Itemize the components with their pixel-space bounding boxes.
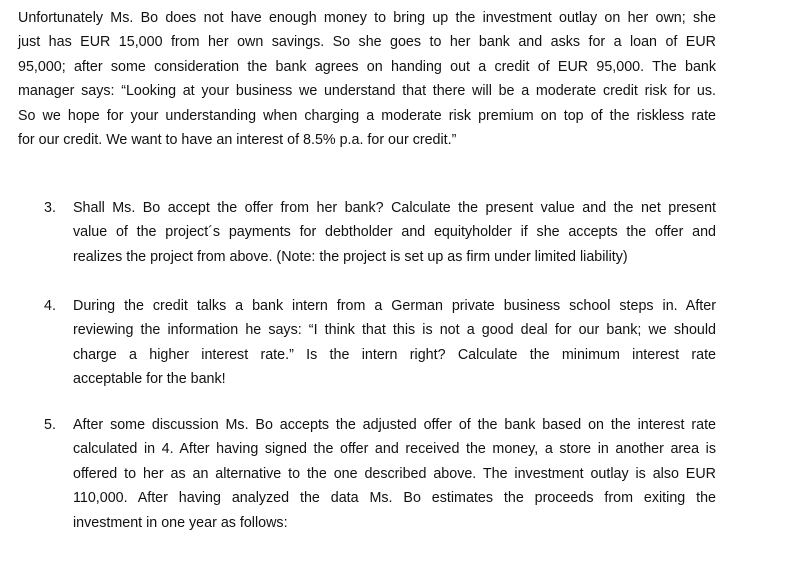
question-3 [44,196,716,269]
question-line: charge a higher interest rate.” Is the intern right? Calculate the minimum interest rate [73,346,716,363]
question-number: 4. [44,298,56,314]
intro-line: Unfortunately Ms. Bo does not have enough money to bring up the investment outlay on her own; she [18,10,716,26]
intro-line: 95,000; after some consideration the bank agrees on handing out a credit of EUR 95,000. The bank [18,58,716,75]
question-line: calculated in 4. After having signed the offer and received the money, a store in another area is [73,441,716,458]
question-line: realizes the project from above. (Note: the project is set up as firm under limited liability) [73,248,628,265]
question-line: After some discussion Ms. Bo accepts the adjusted offer of the bank based on the interest rate [73,417,716,433]
question-line: value of the project´s payments for debtholder and equityholder if she accepts the offer and [73,224,716,241]
question-line: During the credit talks a bank intern from a German private business school steps in. After [73,298,716,314]
intro-line: So we hope for your understanding when charging a moderate risk premium on top of the riskless rate [18,107,716,124]
intro-line: for our credit. We want to have an interest of 8.5% p.a. for our credit.” [18,132,457,149]
question-number: 3. [44,200,56,216]
question-line: Shall Ms. Bo accept the offer from her bank? Calculate the present value and the net present [73,200,716,216]
question-text [73,294,716,392]
question-text [73,413,716,535]
intro-line: manager says: “Looking at your business we understand that there will be a moderate credit risk for us. [18,83,716,100]
question-line: 110,000. After having analyzed the data Ms. Bo estimates the proceeds from exiting the [73,490,716,507]
question-number: 5. [44,417,56,433]
question-line: reviewing the information he says: “I think that this is not a good deal for our bank; we should [73,322,716,339]
intro-line: just has EUR 15,000 from her own savings. So she goes to her bank and asks for a loan of EUR [18,34,716,51]
question-line: investment in one year as follows: [73,514,288,531]
question-5 [44,413,716,535]
question-4 [44,294,716,392]
question-line: acceptable for the bank! [73,371,226,388]
question-line: offered to her as an alternative to the one described above. The investment outlay is also EUR [73,465,716,482]
intro-paragraph [18,6,716,152]
question-text [73,196,716,269]
